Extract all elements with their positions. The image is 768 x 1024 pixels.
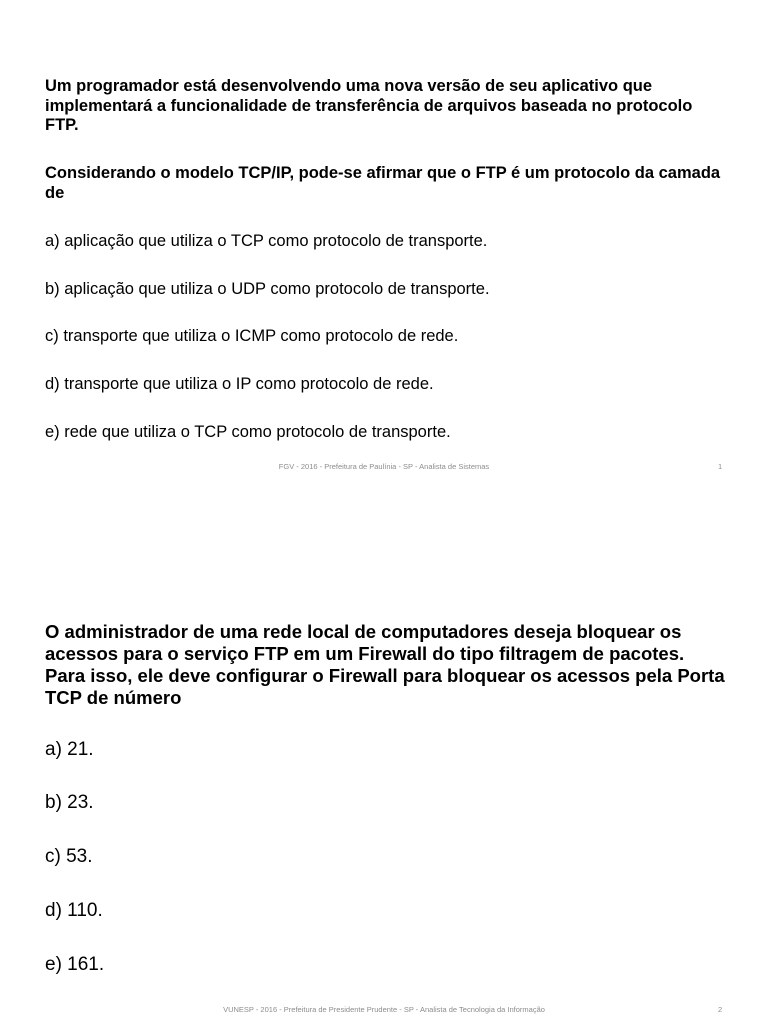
question-2-option-a: a) 21. <box>45 739 94 760</box>
question-2-option-d: d) 110. <box>45 900 103 921</box>
question-1-option-e: e) rede que utiliza o TCP como protocolo de transporte. <box>45 423 451 441</box>
question-1-option-b: b) aplicação que utiliza o UDP como protocolo de transporte. <box>45 280 490 298</box>
slide-2 <box>0 512 768 1024</box>
slide-2-page-number: 2 <box>718 1005 723 1014</box>
question-1-option-a: a) aplicação que utiliza o TCP como protocolo de transporte. <box>45 232 488 250</box>
question-1-option-d: d) transporte que utiliza o IP como protocolo de rede. <box>45 375 434 393</box>
question-1-stem-prompt: Considerando o modelo TCP/IP, pode-se afirmar que o FTP é um protocolo da camada de <box>45 164 721 202</box>
question-2-stem: O administrador de uma rede local de computadores deseja bloquear os acessos para o serviço FTP em um Firewall do tipo filtragem de pacotes. Para isso, ele deve configurar o Firewall para bloquear os acessos pela Porta TCP de número <box>45 621 725 708</box>
slide-2-footer: VUNESP - 2016 - Prefeitura de Presidente Prudente - SP - Analista de Tecnologia da Informação <box>223 1005 545 1014</box>
question-2-option-b: b) 23. <box>45 792 94 813</box>
question-1-option-c: c) transporte que utiliza o ICMP como protocolo de rede. <box>45 327 459 345</box>
question-1-stem-intro: Um programador está desenvolvendo uma nova versão de seu aplicativo que implementará a funcionalidade de transferência de arquivos baseada no protocolo FTP. <box>45 77 693 134</box>
slide-1-page-number: 1 <box>718 462 723 471</box>
question-2-option-e: e) 161. <box>45 954 105 975</box>
slide-1-footer: FGV - 2016 - Prefeitura de Paulínia - SP - Analista de Sistemas <box>278 462 490 471</box>
question-2-option-c: c) 53. <box>45 846 93 867</box>
